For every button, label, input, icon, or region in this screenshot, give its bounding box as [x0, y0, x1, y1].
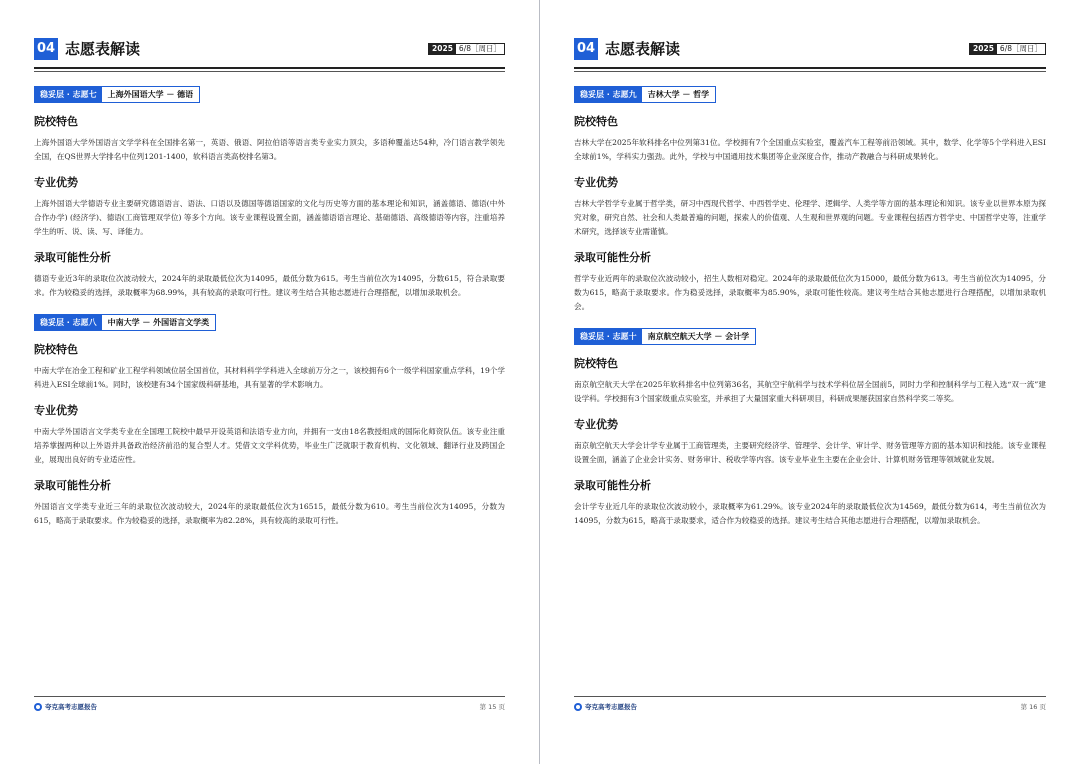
section-text: 南京航空航天大学会计学专业属于工商管理类，主要研究经济学、管理学、会计学、审计学、财务管理等方面的基本知识和技能。该专业课程设置全面，涵盖了企业会计实务、财务审计、税收学等内容。该专业毕业生主要在企业会计、计算机财务管理等领域就业发展。 [574, 441, 1046, 464]
section-number-badge: 04 [34, 38, 58, 60]
logo-icon [574, 703, 582, 711]
page-header [574, 38, 1046, 62]
date-day: 6/8［周日］ [999, 44, 1042, 53]
page-footer [574, 696, 1046, 714]
section-heading: 专业优势 [34, 176, 78, 189]
section-text: 外国语言文学类专业近三年的录取位次波动较大，2024年的录取最低位次为16515，最低分数为610。考生当前位次为14095，分数为615，略高于录取要求。作为较稳妥的选择，录取概率为82.28%，具有较高的录取可行性。 [34, 502, 505, 525]
section-heading: 录取可能性分析 [574, 479, 651, 492]
date-year: 2025 [429, 44, 456, 54]
section-number-badge: 04 [574, 38, 598, 60]
header-rule [34, 67, 505, 69]
section-text: 吉林大学哲学专业属于哲学类，研习中西现代哲学、中西哲学史、伦理学、逻辑学、人类学等方面的基本理论和知识。该专业以世界本原为探究对象，研究自然、社会和人类最普遍的问题，探索人的价值观、人生观和世界观的问题。专业课程包括西方哲学史、中国哲学史等，注重学术研究，选择该专业需谨慎。 [574, 199, 1046, 236]
logo-icon [34, 703, 42, 711]
page-number: 第 15 页 [479, 703, 505, 711]
choice-tag [34, 86, 200, 103]
header-rule [574, 67, 1046, 69]
section-heading: 院校特色 [574, 115, 618, 128]
section-text: 南京航空航天大学在2025年软科排名中位列第36名，其航空宇航科学与技术学科位居全国前5，同时力学和控制科学与工程入选“双一流”建设学科。学校拥有3个国家级重点实验室，并承担了大量国家重大科研项目，科研成果屡获国家自然科学奖二等奖。 [574, 380, 1046, 403]
section-heading: 专业优势 [574, 176, 618, 189]
choice-level: 稳妥层 · 志愿八 [35, 315, 102, 330]
section-title: 志愿表解读 [605, 40, 681, 58]
section-heading: 录取可能性分析 [34, 251, 111, 264]
logo-text: 夸克高考志愿报告 [585, 703, 637, 711]
section-heading: 录取可能性分析 [34, 479, 111, 492]
section-heading: 专业优势 [574, 418, 618, 431]
section-text: 中南大学在冶金工程和矿业工程学科领域位居全国首位，其材料科学学科进入全球前万分之一，该校拥有6个一级学科国家重点学科，19个学科进入ESI全球前1%。同时，该校建有34个国家级科研基地，具有显著的学术影响力。 [34, 366, 505, 389]
choice-tag [34, 314, 216, 331]
choice-level: 稳妥层 · 志愿十 [575, 329, 642, 344]
footer-logo [34, 702, 97, 711]
section-heading: 院校特色 [574, 357, 618, 370]
footer-logo [574, 702, 637, 711]
choice-name: 南京航空航天大学 － 会计学 [647, 331, 750, 341]
section-text: 中南大学外国语言文学类专业在全国理工院校中最早开设英语和法语专业方向，并拥有一支由18名教授组成的国际化师资队伍。该专业注重培养掌握两种以上外语并具备政治经济前沿的复合型人才。凭借文文学科优势，毕业生广泛就职于教育机构、文化领域、翻译行业及跨国企业，展现出良好的专业适应性。 [34, 427, 505, 464]
choice-level: 稳妥层 · 志愿七 [35, 87, 102, 102]
choice-level: 稳妥层 · 志愿九 [575, 87, 642, 102]
logo-text: 夸克高考志愿报告 [45, 703, 97, 711]
page-number: 第 16 页 [1020, 703, 1046, 711]
page-16 [540, 0, 1080, 764]
choice-block [34, 300, 505, 528]
choice-block [574, 72, 1046, 314]
section-heading: 院校特色 [34, 115, 78, 128]
section-text: 上海外国语大学外国语言文学学科在全国排名第一，英语、俄语、阿拉伯语等语言类专业实力顶尖，多语种覆盖达54种，冷门语言教学领先全国，在QS世界大学排名中位列1201-1400，软科语言类高校排名第3。 [34, 138, 505, 161]
date-badge [428, 43, 505, 55]
section-text: 吉林大学在2025年软科排名中位列第31位。学校拥有7个全国重点实验室，覆盖汽车工程等前沿领域。其中，数学、化学等5个学科进入ESI全球前1%，学科实力强劲。此外，学校与中国通用技术集团等企业深度合作，推动产教融合与科研成果转化。 [574, 138, 1046, 161]
page-footer [34, 696, 505, 714]
choice-tag [574, 328, 756, 345]
section-text: 德语专业近3年的录取位次波动较大，2024年的录取最低位次为14095，最低分数为615。考生当前位次为14095，分数615，符合录取要求。作为较稳妥的选择，录取概率为68.99%，具有较高的录取可行性。建议考生结合其他志愿进行合理搭配，以增加录取机会。 [34, 274, 505, 297]
choice-name: 吉林大学 － 哲学 [647, 89, 710, 99]
date-year: 2025 [970, 44, 997, 54]
date-badge [969, 43, 1046, 55]
section-title: 志愿表解读 [65, 40, 141, 58]
choice-name: 中南大学 － 外国语言文学类 [107, 317, 210, 327]
choice-tag [574, 86, 716, 103]
choice-block [574, 314, 1046, 528]
choice-block [34, 72, 505, 300]
section-heading: 院校特色 [34, 343, 78, 356]
section-heading: 录取可能性分析 [574, 251, 651, 264]
date-day: 6/8［周日］ [458, 44, 501, 53]
section-text: 哲学专业近两年的录取位次波动较小，招生人数相对稳定。2024年的录取最低位次为15000，最低分数为613。考生当前位次为14095，分数为615，略高于录取要求。作为稳妥选择，录取概率为85.90%，录取可能性较高。建议考生结合其他志愿进行合理搭配，以增加录取机会。 [574, 274, 1046, 311]
section-text: 会计学专业近几年的录取位次波动较小，录取概率为61.29%。该专业2024年的录取最低位次为14569，最低分数为614，考生当前位次为14095，分数为615，略高于录取要求，适合作为较稳妥的选择。建议考生结合其他志愿进行合理搭配，以增加录取机会。 [574, 502, 1046, 525]
section-heading: 专业优势 [34, 404, 78, 417]
page-header [34, 38, 505, 62]
section-text: 上海外国语大学德语专业主要研究德语语言、语法、口语以及德国等德语国家的文化与历史等方面的基本理论和知识，涵盖德语、德语(中外合作办学) (经济学)、德语(工商管理双学位) 等多个方向。该专业课程设置全面，涵盖德语语言理论、基础德语、高级德语等内容，注重培养学生的听、说、读、写、译能力。 [34, 199, 505, 236]
choice-name: 上海外国语大学 － 德语 [107, 89, 194, 99]
